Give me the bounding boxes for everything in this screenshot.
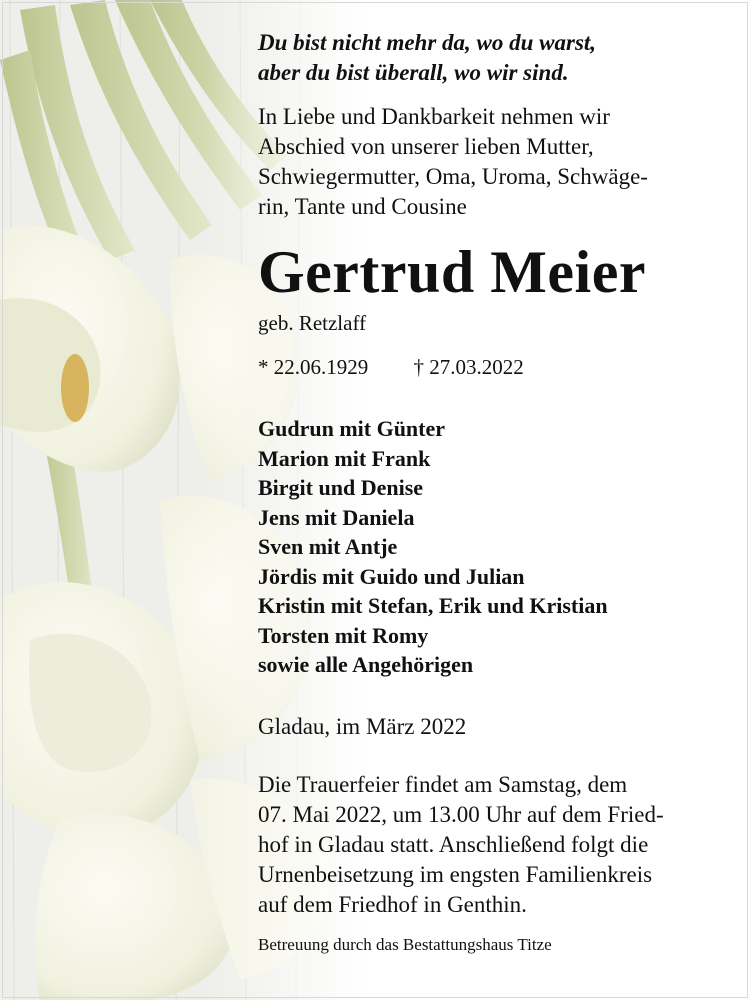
death-date: † 27.03.2022 bbox=[413, 355, 524, 379]
mourner-item: sowie alle Angehörigen bbox=[258, 652, 474, 677]
mourner-item: Gudrun mit Günter bbox=[258, 416, 446, 441]
funeral-line-4: Urnenbeisetzung im engsten Familienkreis bbox=[258, 861, 653, 887]
intro-text bbox=[258, 102, 718, 222]
notice-text bbox=[258, 28, 718, 956]
mourner-item: Jördis mit Guido und Julian bbox=[258, 563, 525, 589]
mourner-item: Birgit und Denise bbox=[258, 475, 424, 500]
funeral-line-2: 07. Mai 2022, um 13.00 Uhr auf dem Fried- bbox=[258, 801, 664, 827]
birth-name: geb. Retzlaff bbox=[258, 311, 367, 335]
mourner-item: Kristin mit Stefan, Erik und Kristian bbox=[258, 593, 608, 618]
birth-date: * 22.06.1929 bbox=[258, 355, 369, 379]
funeral-line-1: Die Trauerfeier findet am Samstag, dem bbox=[258, 771, 628, 797]
motto bbox=[258, 28, 718, 88]
intro-line-2: Abschied von unserer lieben Mutter, bbox=[258, 134, 594, 159]
motto-line-2: aber du bist überall, wo wir sind. bbox=[258, 60, 569, 85]
deceased-name: Gertrud Meier bbox=[258, 239, 646, 305]
mourner-item: Torsten mit Romy bbox=[258, 622, 429, 648]
mourner-item: Marion mit Frank bbox=[258, 445, 431, 471]
funeral-line-5: auf dem Friedhof in Genthin. bbox=[258, 891, 527, 917]
life-dates bbox=[258, 354, 718, 380]
funeral-home-note: Betreuung durch das Bestattungshaus Titze bbox=[258, 934, 552, 954]
funeral-line-3: hof in Gladau statt. Anschließend folgt die bbox=[258, 831, 649, 857]
intro-line-3: Schwiegermutter, Oma, Uroma, Schwäge- bbox=[258, 164, 648, 189]
place-date: Gladau, im März 2022 bbox=[258, 713, 467, 739]
mourner-item: Sven mit Antje bbox=[258, 534, 398, 559]
mourner-item: Jens mit Daniela bbox=[258, 504, 415, 530]
motto-line-1: Du bist nicht mehr da, wo du warst, bbox=[258, 30, 597, 55]
funeral-info bbox=[258, 770, 718, 920]
intro-line-4: rin, Tante und Cousine bbox=[258, 194, 467, 219]
intro-line-1: In Liebe und Dankbarkeit nehmen wir bbox=[258, 104, 610, 129]
mourners-list bbox=[258, 414, 718, 680]
